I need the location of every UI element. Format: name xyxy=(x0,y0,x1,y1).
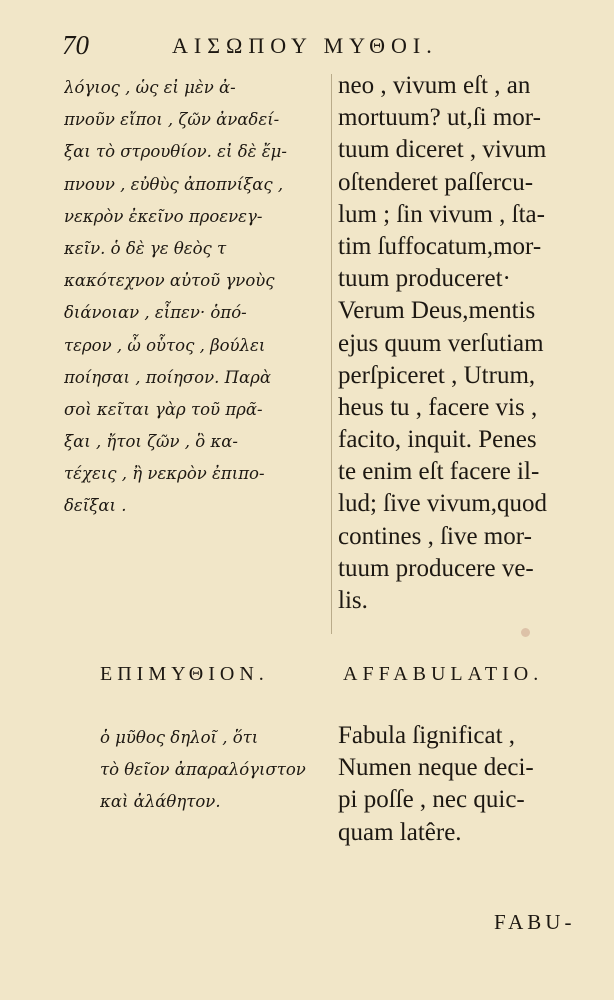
greek-moral-line: ὁ μῦθος δηλοῖ , ὅτι xyxy=(100,728,259,747)
page-header xyxy=(62,30,582,60)
greek-line: κακότεχνον αὐτοῦ γνοὺς xyxy=(64,271,275,291)
latin-line: tuum diceret , vivum xyxy=(338,136,547,164)
running-title: ΑΙΣΩΠΟΥ ΜΥΘΟΙ. xyxy=(172,33,438,58)
greek-line: νεκρὸν ἐκεῖνο προενεγ- xyxy=(64,206,263,226)
latin-text-column xyxy=(338,70,588,617)
greek-line: πνοῦν εἴποι , ζῶν ἀναδεί- xyxy=(64,110,280,130)
greek-moral-line: τὸ θεῖον ἀπαραλόγιστον xyxy=(100,760,306,780)
greek-line: σοὶ κεῖται γὰρ τοῦ πρᾶ- xyxy=(64,399,263,419)
latin-line: tuum produceret· xyxy=(338,265,511,293)
latin-moral-line: Fabula ſignificat , xyxy=(338,722,516,749)
latin-line: oſtenderet paſſercu- xyxy=(338,168,534,196)
latin-line: heus tu , facere vis , xyxy=(338,393,538,421)
latin-line: tim ſuffocatum,mor- xyxy=(338,232,542,260)
latin-line: neo , vivum eſt , an xyxy=(338,72,531,99)
greek-line: λόγιος , ὡς εἰ μὲν ἀ- xyxy=(64,78,236,97)
page-number: 70 xyxy=(62,30,89,60)
column-divider xyxy=(331,74,332,634)
greek-line: ξαι τὸ στρουθίον. εἰ δὲ ἔμ- xyxy=(64,142,287,162)
greek-line: πνουν , εὐθὺς ἀποπνίξας , xyxy=(64,174,284,194)
latin-line: Verum Deus,mentis xyxy=(338,297,536,325)
greek-moral-text xyxy=(100,722,330,819)
latin-moral-line: Numen neque deci- xyxy=(338,754,534,782)
latin-line: tuum producere ve- xyxy=(338,554,534,582)
latin-line: lum ; ſin vivum , ſta- xyxy=(338,200,545,228)
latin-moral-heading: AFFABULATIO. xyxy=(343,663,544,685)
latin-line: lis. xyxy=(338,587,368,614)
latin-line: ejus quum verſutiam xyxy=(338,329,544,357)
greek-line: τερον , ὦ οὗτος , βούλει xyxy=(64,335,266,355)
latin-moral-line: pi poſſe , nec quic- xyxy=(338,786,525,814)
latin-line: perſpiceret , Utrum, xyxy=(338,361,536,389)
greek-line: διάνοιαν , εἶπεν· ὁπό- xyxy=(64,303,247,323)
greek-text-column xyxy=(64,72,330,523)
latin-line: facito, inquit. Penes xyxy=(338,426,537,454)
latin-moral-line: quam latêre. xyxy=(338,818,462,846)
greek-line: ξαι , ἤτοι ζῶν , ὃ κα- xyxy=(64,432,238,452)
greek-line: τέχεις , ἢ νεκρὸν ἐπιπο- xyxy=(64,464,265,484)
greek-line: κεῖν. ὁ δὲ γε θεὸς τ xyxy=(64,238,227,258)
greek-moral-heading: ΕΠΙΜΥΘΙΟΝ. xyxy=(100,663,269,685)
ink-spot xyxy=(521,628,530,637)
latin-moral-text xyxy=(338,720,588,849)
catchword: FABU- xyxy=(494,910,576,934)
latin-line: te enim eſt facere il- xyxy=(338,458,540,486)
greek-moral-line: καὶ ἀλάθητον. xyxy=(100,792,221,812)
latin-line: contines , ſive mor- xyxy=(338,522,532,550)
latin-line: lud; ſive vivum,quod xyxy=(338,490,548,518)
greek-line: ποίησαι , ποίησον. Παρὰ xyxy=(64,367,271,387)
greek-line: δεῖξαι . xyxy=(64,496,127,516)
latin-line: mortuum? ut,ſi mor- xyxy=(338,104,541,132)
